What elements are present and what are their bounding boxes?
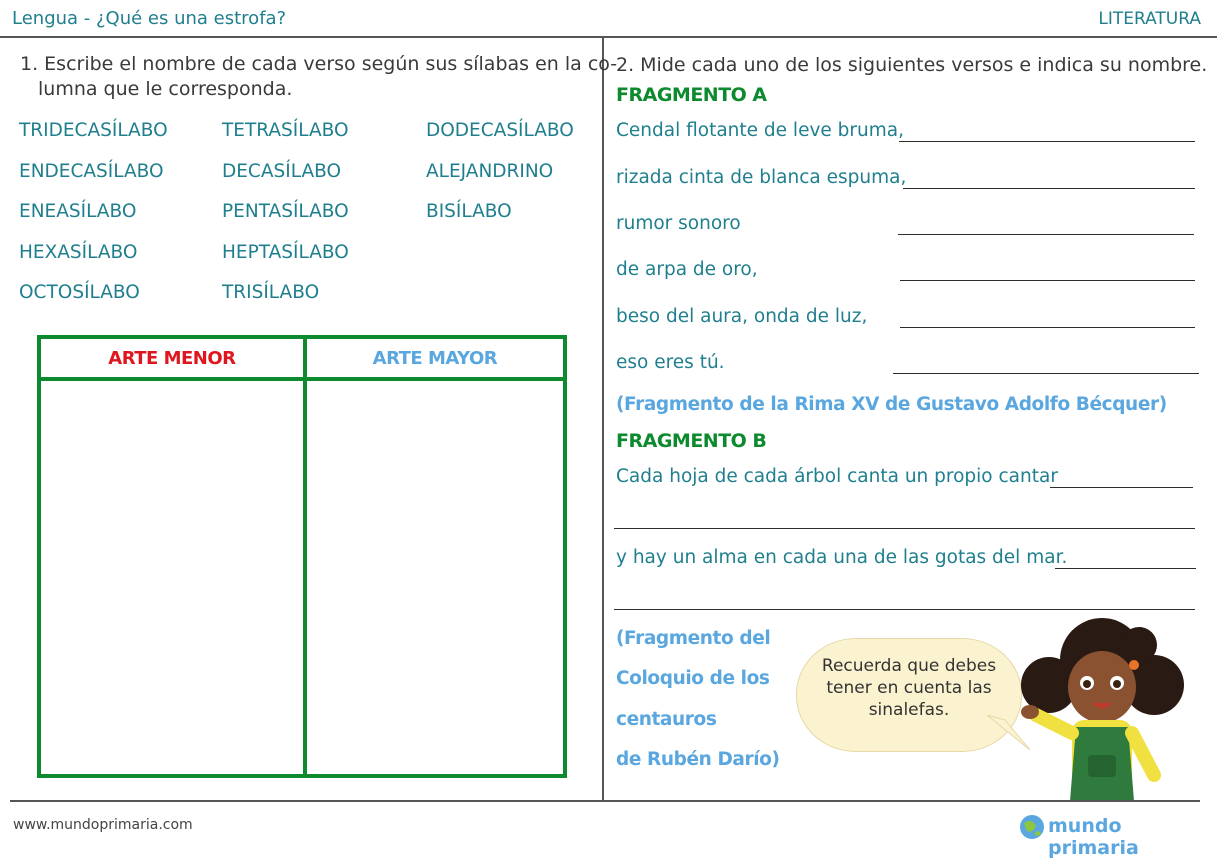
verse-line: beso del aura, onda de luz, (616, 306, 868, 327)
globe-logo-icon (1018, 813, 1046, 841)
verse-line: Cendal flotante de leve bruma, (616, 120, 904, 141)
classification-table (37, 335, 567, 778)
footer-url[interactable]: www.mundoprimaria.com (13, 817, 193, 833)
arte-menor-answer-area[interactable] (39, 379, 305, 776)
word-bank-item: BISÍLABO (426, 201, 512, 222)
header-divider (0, 36, 1217, 38)
word-bank-item: PENTASÍLABO (222, 201, 349, 222)
exercise-2-instruction: 2. Mide cada uno de los siguientes versos e indica su nombre. (616, 54, 1208, 76)
word-bank-item: ENDECASÍLABO (19, 161, 164, 182)
answer-blank[interactable] (903, 188, 1195, 189)
answer-blank[interactable] (614, 528, 1195, 529)
answer-blank[interactable] (614, 609, 1195, 610)
verse-line: Cada hoja de cada árbol canta un propio cantar (616, 466, 1058, 487)
verse-line: y hay un alma en cada una de las gotas del mar. (616, 547, 1068, 568)
exercise-1-instruction-line1: 1. Escribe el nombre de cada verso según sus sílabas en la co- (20, 53, 618, 75)
word-bank-item: OCTOSÍLABO (19, 282, 140, 303)
answer-blank[interactable] (1055, 568, 1196, 569)
fragment-b-title: FRAGMENTO B (616, 430, 767, 452)
arte-menor-header: ARTE MENOR (39, 337, 305, 379)
answer-blank[interactable] (899, 141, 1195, 142)
word-bank-item: HEXASÍLABO (19, 242, 138, 263)
word-bank-item: ALEJANDRINO (426, 161, 554, 182)
fragment-b-source-line: de Rubén Darío) (616, 749, 780, 770)
fragment-b-source-line: (Fragmento del (616, 628, 771, 649)
verse-line: de arpa de oro, (616, 259, 758, 280)
brand-logo-text: mundo primaria (1048, 815, 1139, 859)
word-bank-item: TETRASÍLABO (222, 120, 349, 141)
verse-line: rumor sonoro (616, 213, 741, 234)
exercise-1-instruction-line2: lumna que le corresponda. (38, 78, 293, 100)
arte-mayor-answer-area[interactable] (305, 379, 565, 776)
answer-blank[interactable] (898, 234, 1194, 235)
footer-divider (10, 800, 1200, 802)
answer-blank[interactable] (900, 327, 1195, 328)
fragment-a-source: (Fragmento de la Rima XV de Gustavo Adolfo Bécquer) (616, 394, 1167, 415)
page-title: Lengua - ¿Qué es una estrofa? (12, 8, 287, 29)
verse-line: rizada cinta de blanca espuma, (616, 167, 907, 188)
arte-mayor-header: ARTE MAYOR (305, 337, 565, 379)
column-divider (602, 37, 604, 801)
fragment-b-source-line: Coloquio de los (616, 668, 770, 689)
word-bank-item: HEPTASÍLABO (222, 242, 349, 263)
word-bank-item: TRISÍLABO (222, 282, 320, 303)
speech-bubble-text: Recuerda que debes tener en cuenta las sinalefas. (821, 656, 997, 720)
fragment-b-source-line: centauros (616, 709, 717, 730)
section-label: LITERATURA (1098, 9, 1201, 29)
word-bank-item: TRIDECASÍLABO (19, 120, 168, 141)
word-bank-item: ENEASÍLABO (19, 201, 137, 222)
girl-character-illustration (1014, 615, 1189, 801)
answer-blank[interactable] (900, 280, 1195, 281)
answer-blank[interactable] (1050, 487, 1193, 488)
verse-line: eso eres tú. (616, 352, 725, 373)
word-bank-item: DODECASÍLABO (426, 120, 574, 141)
word-bank-item: DECASÍLABO (222, 161, 342, 182)
answer-blank[interactable] (893, 373, 1199, 374)
fragment-a-title: FRAGMENTO A (616, 84, 767, 106)
